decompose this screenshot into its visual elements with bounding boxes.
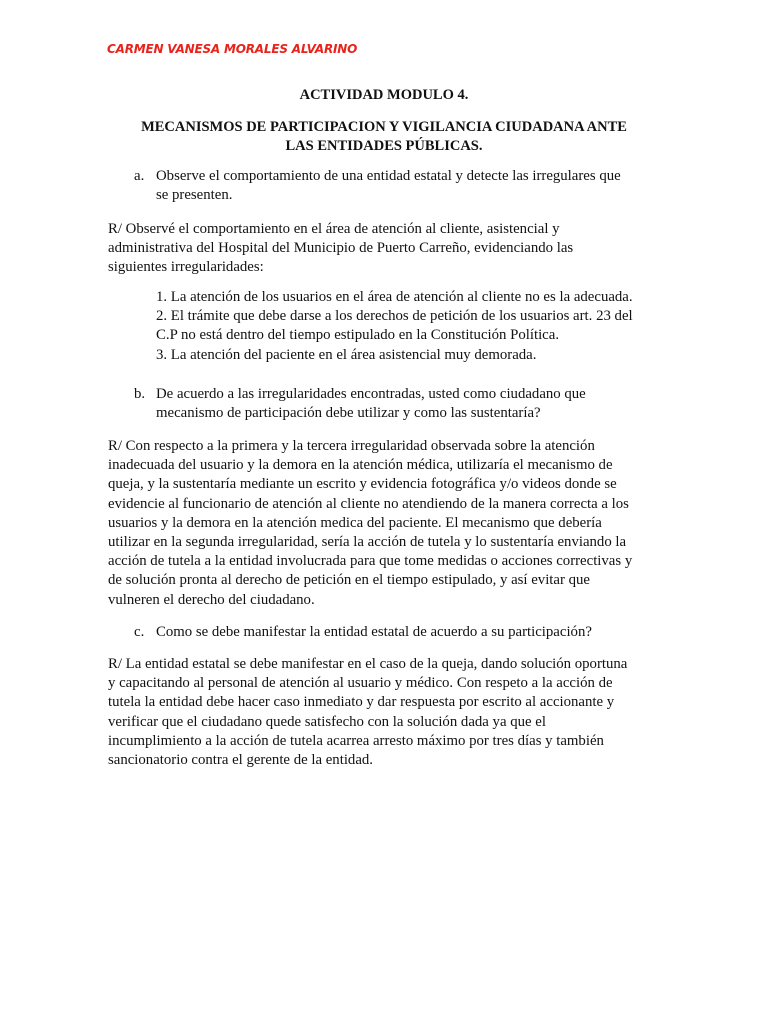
answer-c-line: incumplimiento a la acción de tutela acarrea arresto máximo por tres días y también [108, 732, 604, 749]
activity-title: ACTIVIDAD MODULO 4. [299, 87, 469, 103]
answer-a-line: administrativa del Hospital del Municipio de Puerto Carreño, evidenciando las [108, 240, 574, 257]
question-a-text [156, 167, 621, 205]
question-b-line: mecanismo de participación debe utilizar y como las sustentaría? [156, 405, 541, 422]
answer-c [108, 655, 688, 770]
answer-b-line: acción de tutela a la entidad involucrada para que tome medidas o acciones correctivas y [108, 553, 633, 570]
question-a-line: Observe el comportamiento de una entidad estatal y detecte las irregulares que [156, 168, 621, 184]
answer-c-line: verificar que el ciudadano quede satisfecho con la solución dada ya que el [108, 713, 546, 730]
author-name: CARMEN VANESA MORALES ALVARINO [107, 42, 358, 56]
answer-c-line: sancionatorio contra el gerente de la entidad. [108, 752, 373, 769]
answer-b-line: utilizar en la segunda irregularidad, sería la acción de tutela y lo sustentaría enviando la [108, 534, 627, 551]
section-title-line-1: MECANISMOS DE PARTICIPACION Y VIGILANCIA CIUDADANA ANTE [141, 119, 627, 135]
list-item: 1. La atención de los usuarios en el área de atención al cliente no es la adecuada. [156, 289, 633, 305]
question-c-text [156, 623, 592, 642]
answer-b-line: R/ Con respecto a la primera y la tercera irregularidad observada sobre la atención [108, 438, 595, 454]
list-item: C.P no está dentro del tiempo estipulado en la Constitución Política. [156, 327, 560, 344]
answer-b-line: evidencie al funcionario de atención al cliente no atendiendo de la manera correcta a los [108, 495, 629, 512]
answer-b-line: usuarios y la demora en la atención medica del paciente. El mecanismo que debería [108, 514, 602, 531]
question-c-line: Como se debe manifestar la entidad estatal de acuerdo a su participación? [156, 624, 592, 640]
answer-c-line: tutela la entidad debe hacer caso inmediato y dar respuesta por escrito al accionante y [108, 694, 615, 711]
answer-a-line: siguientes irregularidades: [108, 259, 264, 276]
question-b-line: De acuerdo a las irregularidades encontradas, usted como ciudadano que [156, 386, 586, 402]
list-item: 3. La atención del paciente en el área asistencial muy demorada. [156, 346, 537, 363]
answer-b-line: vulneren el derecho del ciudadano. [108, 591, 315, 608]
answer-b-line: de solución pronta al derecho de petición en el tiempo estipulado, y así evitar que [108, 572, 590, 589]
question-c-letter: c. [134, 624, 145, 640]
question-a-letter: a. [134, 168, 145, 184]
answer-c-line: R/ La entidad estatal se debe manifestar en el caso de la queja, dando solución oportuna [108, 656, 628, 672]
irregularities-list [156, 288, 633, 365]
answer-c-line: y capacitando al personal de atención al usuario y médico. Con respeto a la acción de [108, 675, 613, 692]
answer-a-line: R/ Observé el comportamiento en el área de atención al cliente, asistencial y [108, 221, 560, 237]
question-a-line: se presenten. [156, 187, 233, 204]
question-b-text [156, 385, 586, 423]
list-item: 2. El trámite que debe darse a los derechos de petición de los usuarios art. 23 del [156, 308, 633, 325]
question-b-letter: b. [134, 386, 146, 402]
answer-b-line: inadecuada del usuario y la demora en la atención médica, utilizaría el mecanismo de [108, 457, 613, 474]
section-title-line-2: LAS ENTIDADES PÚBLICAS. [285, 138, 483, 154]
answer-a [108, 220, 688, 278]
answer-b-line: queja, y la sustentaría mediante un escrito y evidencia fotográfica y/o videos donde se [108, 476, 617, 493]
answer-b [108, 437, 688, 610]
